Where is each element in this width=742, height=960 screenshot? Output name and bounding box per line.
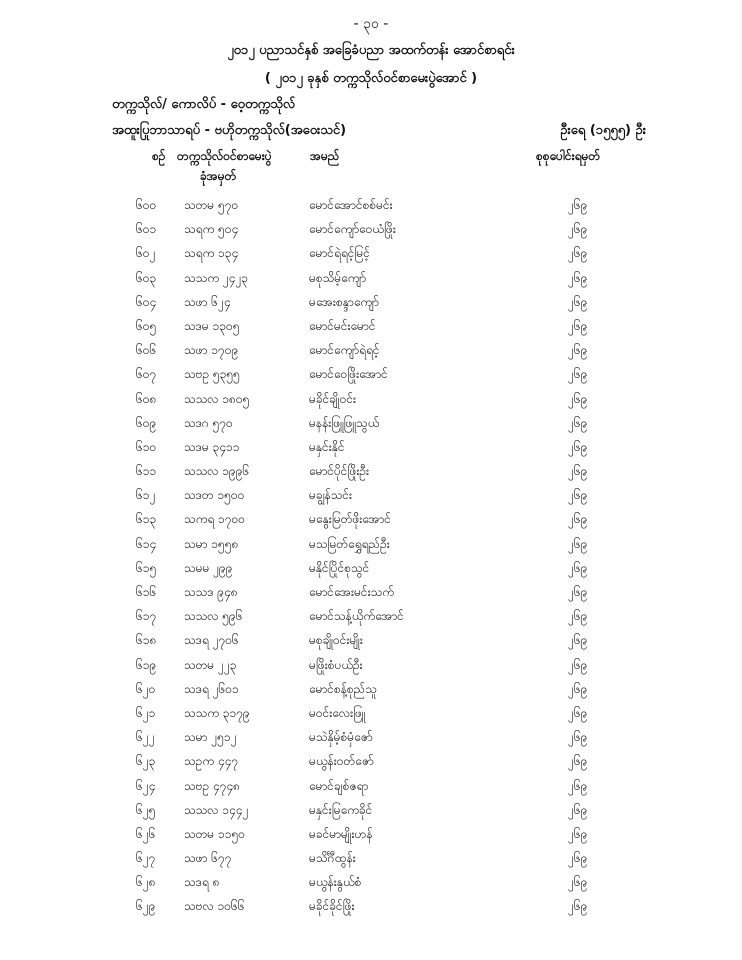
row-number: ၆၁၄ [136, 536, 157, 551]
roll-number: သဗလ ၁၀၆၆ [184, 899, 245, 914]
roll-number: သတမ ၂၂၃ [184, 657, 237, 672]
total-marks: ၂၆၉ [568, 609, 588, 624]
row-number: ၆၁၉ [136, 657, 157, 672]
total-marks: ၂၆၉ [568, 875, 588, 890]
table-row [0, 628, 742, 652]
roll-number: သဒမ ၁၃၀၅ [184, 318, 240, 333]
row-number: ၆၀၂ [136, 246, 156, 261]
table-row [0, 556, 742, 580]
row-number: ၆၀၃ [136, 270, 157, 285]
row-number: ၆၂၈ [136, 875, 156, 890]
student-name: မနန်းဖြူဖြူသွယ် [309, 415, 380, 430]
student-name: မခင်မာမျိုးဟန် [309, 826, 373, 841]
roll-number: သတမ ၅၇၀ [184, 198, 239, 212]
total-marks: ၂၆၉ [568, 899, 588, 914]
roll-number: သဒရ ၂၆၀၁ [184, 681, 239, 696]
total-marks: ၂၆၉ [568, 318, 588, 333]
row-number: ၆၂၇ [136, 851, 156, 866]
table-row [0, 362, 742, 386]
table-row [0, 532, 742, 556]
roll-number: သဖာ ၆၂၄ [184, 294, 231, 309]
document-subtitle: ( ၂၀၁၂ ခုနှစ် တက္ကသိုလ်ဝင်စာမေးပွဲအောင် ) [264, 71, 478, 86]
page-number: - ၃၀ - [353, 16, 389, 32]
table-row [0, 870, 742, 894]
table-row [0, 798, 742, 822]
row-number: ၆၀၅ [136, 318, 157, 333]
total-count-label: ဦးရေ (၁၅၅၅) ဦး [560, 123, 646, 138]
total-marks: ၂၆၉ [568, 367, 588, 382]
student-name: မောင်ကျော်ဝေယံဖြိုး [309, 222, 396, 237]
roll-number: သဒဂ ၅၇၀ [184, 415, 233, 430]
total-marks: ၂၆၉ [568, 802, 588, 817]
table-row [0, 266, 742, 290]
table-row [0, 653, 742, 677]
roll-number: သကရ ၁၇၀၀ [184, 512, 246, 527]
student-name: မနှင်းမြကေခိုင် [309, 802, 373, 817]
row-number: ၆၁၈ [136, 633, 157, 648]
total-marks: ၂၆၉ [568, 270, 588, 285]
student-name: မသိင်္ဂီထွန်း [309, 851, 356, 866]
total-marks: ၂၆၉ [568, 222, 588, 237]
student-name: မနိုင်ပြိုင်စုသွင် [309, 560, 370, 575]
student-name: မအေးစန္ဒာကျော် [309, 294, 379, 309]
total-marks: ၂၆၉ [568, 778, 588, 793]
student-name: မောင်ရဲရင့်မြင့် [309, 246, 370, 261]
total-marks: ၂၆၉ [568, 343, 588, 358]
row-number: ၆၁၇ [136, 609, 157, 624]
roll-number: သမာ ၁၅၅၈ [184, 536, 239, 551]
roll-number: သသဒ ၉၄၈ [184, 585, 238, 599]
column-header-name: အမည် [310, 149, 340, 163]
row-number: ၆၀၄ [136, 294, 157, 309]
column-header-roll-line2: ခုံအမှတ် [200, 169, 237, 183]
student-name: မစုချိုဝင်းမျိုး [309, 633, 363, 648]
row-number: ၆၁၀ [136, 439, 157, 454]
roll-number: သမာ ၂၅၁၂ [184, 730, 237, 745]
total-marks: ၂၆၉ [568, 488, 588, 503]
student-name: မောင်အောင်စစ်မင်း [309, 198, 393, 212]
student-name: မောင်အေးမင်းသက် [309, 585, 394, 599]
total-marks: ၂၆၉ [568, 536, 588, 551]
total-marks: ၂၆၉ [568, 415, 588, 430]
row-number: ၆၁၂ [136, 488, 156, 503]
table-row [0, 459, 742, 483]
row-number: ၆၂၃ [136, 754, 156, 769]
student-name: မချွန်သင်း [309, 488, 353, 503]
table-row [0, 604, 742, 628]
student-name: မယွန်းဝတ်ဇော် [309, 754, 374, 769]
row-number: ၆၂၁ [136, 705, 156, 720]
student-name: မောင်ကျော်ရဲရင့် [309, 343, 380, 358]
total-marks: ၂၆၉ [568, 633, 588, 648]
roll-number: သဒရ ၂၇၀၆ [184, 633, 239, 648]
roll-number: သဥက ၄၄၇ [184, 754, 239, 769]
row-number: ၆၁၁ [136, 464, 157, 479]
student-name: မခိုင်ချိုဝင်း [309, 391, 357, 406]
roll-number: သဒရ ၈ [184, 875, 220, 890]
student-name: မခိုင်ခိုင်ဖြိုး [309, 899, 355, 914]
total-marks: ၂၆၉ [568, 246, 588, 261]
results-table [0, 193, 742, 919]
student-name: မသမြတ်ရွှေရည်ဦး [309, 536, 390, 551]
table-row [0, 338, 742, 362]
roll-number: သသက ၃၁၇၉ [184, 705, 250, 720]
table-row [0, 290, 742, 314]
table-row [0, 507, 742, 531]
roll-number: သဒမ ၃၄၁၁ [184, 439, 240, 454]
row-number: ၆၁၃ [136, 512, 157, 527]
student-name: မောင်ဝေဖြိုးအောင် [309, 367, 388, 382]
table-row [0, 822, 742, 846]
total-marks: ၂၆၉ [568, 464, 588, 479]
student-name: မဖြိုးစံပယ်ဦး [309, 657, 363, 672]
total-marks: ၂၆၉ [568, 754, 588, 769]
roll-number: သသလ ၁၉၉၆ [184, 464, 250, 479]
roll-number: သဗဥ ၄၇၄၈ [184, 778, 241, 793]
table-row [0, 580, 742, 604]
total-marks: ၂၆၉ [568, 851, 588, 866]
table-row [0, 193, 742, 217]
student-name: မောင်ချစ်ဇရာ [309, 778, 369, 793]
table-row [0, 217, 742, 241]
table-row [0, 846, 742, 870]
total-marks: ၂၆၉ [568, 826, 588, 841]
row-number: ၆၂၉ [136, 899, 156, 914]
table-row [0, 701, 742, 725]
column-header-roll: တက္ကသိုလ်ဝင်စာမေးပွဲ [177, 149, 272, 163]
roll-number: သတမ ၁၁၅၀ [184, 826, 245, 841]
table-row [0, 411, 742, 435]
total-marks: ၂၆၉ [568, 198, 588, 212]
column-header-no: စဉ် [152, 149, 166, 163]
row-number: ၆၀၉ [136, 415, 157, 430]
total-marks: ၂၆၉ [568, 439, 588, 454]
roll-number: သသလ ၁၈၀၅ [184, 391, 250, 406]
roll-number: သဒတ ၁၅၀၀ [184, 488, 245, 503]
document-title: ၂၀၁၂ ပညာသင်နှစ် အခြေခံပညာ အထက်တန်း အောင်စာရင်း [227, 43, 515, 58]
roll-number: သဖာ ၁၇၀၉ [184, 343, 239, 358]
row-number: ၆၁၅ [136, 560, 157, 575]
total-marks: ၂၆၉ [568, 681, 588, 696]
table-row [0, 749, 742, 773]
roll-number: သရက ၁၃၄ [184, 246, 239, 261]
student-name: မောင်ပိုင်ဖြိုးဦး [309, 464, 370, 479]
table-row [0, 725, 742, 749]
roll-number: သဖာ ၆၇၇ [184, 851, 232, 866]
total-marks: ၂၆၉ [568, 585, 588, 599]
column-header-marks: စုစုပေါင်းရမှတ် [536, 149, 601, 163]
total-marks: ၂၆၉ [568, 730, 588, 745]
total-marks: ၂၆၉ [568, 294, 588, 309]
table-row [0, 483, 742, 507]
roll-number: သဗဥ ၅၃၅၅ [184, 367, 240, 382]
table-row [0, 894, 742, 918]
roll-number: သသက ၂၄၂၃ [184, 270, 249, 285]
row-number: ၆၂၆ [136, 826, 156, 841]
row-number: ၆၀၆ [136, 343, 157, 358]
row-number: ၆၂၄ [136, 778, 156, 793]
table-row [0, 774, 742, 798]
subject-label: အထူးပြုဘာသာရပ် - ဗဟိုတက္ကသိုလ်(အဝေးသင်) [112, 123, 347, 138]
total-marks: ၂၆၉ [568, 512, 588, 527]
row-number: ၆၁၆ [136, 585, 157, 599]
student-name: မနွေးမြတ်ဖိုးအောင် [309, 512, 391, 527]
student-name: မောင်စန့်စုည်သူ [309, 681, 377, 696]
roll-number: သမမ ၂၉၉ [184, 560, 233, 575]
row-number: ၆၀၁ [136, 222, 157, 237]
total-marks: ၂၆၉ [568, 657, 588, 672]
table-row [0, 435, 742, 459]
student-name: မသဲနှိမ့်စံမှံဇော် [309, 730, 373, 745]
table-row [0, 314, 742, 338]
row-number: ၆၂၅ [136, 802, 156, 817]
total-marks: ၂၆၉ [568, 705, 588, 720]
roll-number: သရက ၅၀၄ [184, 222, 239, 237]
roll-number: သသလ ၅၉၆ [184, 609, 243, 624]
student-name: မောင်သန့်ယိုက်အောင် [309, 609, 404, 624]
student-name: မောင်မင်းမောင် [309, 318, 376, 333]
row-number: ၆၀၀ [136, 198, 157, 212]
row-number: ၆၀၈ [136, 391, 157, 406]
row-number: ၆၀၇ [136, 367, 157, 382]
row-number: ၆၂၀ [136, 681, 156, 696]
student-name: မစုသိမ့်ကျော် [309, 270, 367, 285]
row-number: ၆၂၂ [136, 730, 155, 745]
table-row [0, 387, 742, 411]
table-row [0, 241, 742, 265]
table-row [0, 677, 742, 701]
total-marks: ၂၆၉ [568, 391, 588, 406]
roll-number: သသလ ၁၄၄၂ [184, 802, 249, 817]
total-marks: ၂၆၉ [568, 560, 588, 575]
student-name: မယွန်းနွယ်စံ [309, 875, 362, 890]
student-name: မနှင်းနိုင် [309, 439, 345, 454]
university-label: တက္ကသိုလ်/ ကောလိပ် - ဝေ့တက္ကသိုလ် [112, 97, 296, 112]
student-name: မဝင်းလေးဖြူ [309, 705, 366, 720]
